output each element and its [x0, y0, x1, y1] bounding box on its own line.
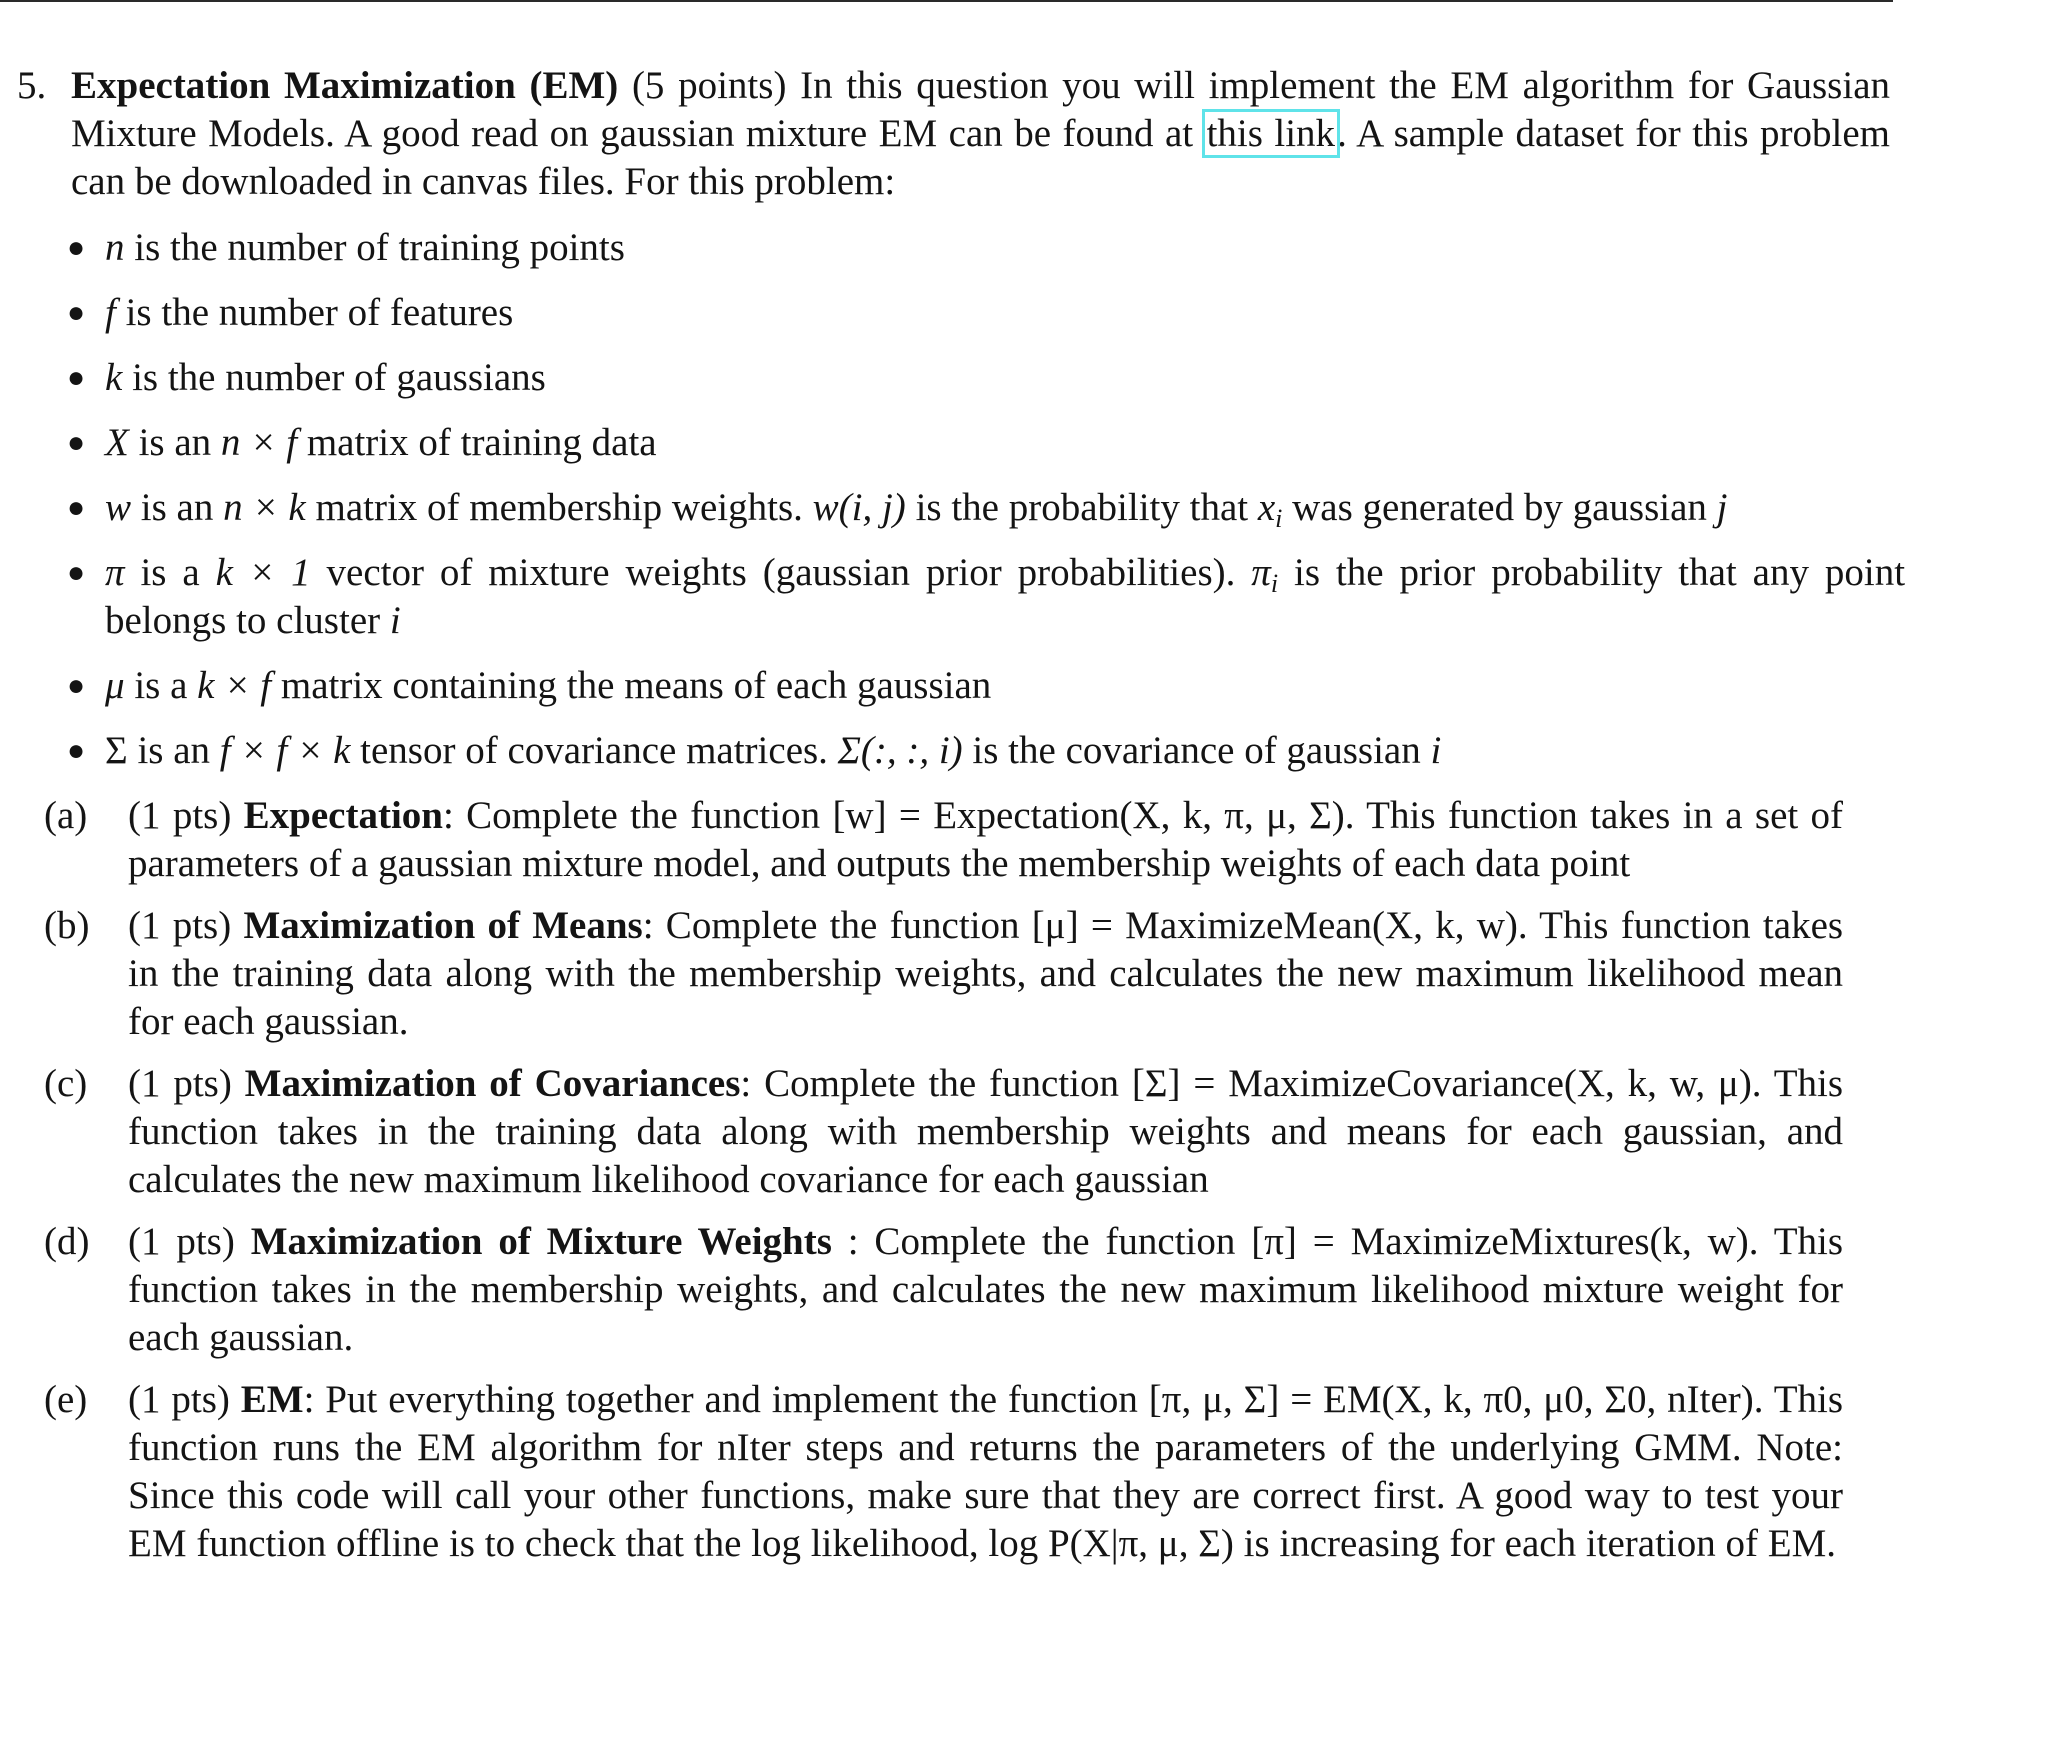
subquestion-text [128, 1060, 1843, 1204]
symbol: π [105, 551, 125, 594]
definition-item-x [17, 419, 1905, 467]
symbol: μ [105, 664, 125, 707]
math-base: x [1257, 486, 1276, 529]
subquestion-description: This function takes in the membership weights, and calculates the new maximum likelihood mixture weight for each gaussian. [128, 1220, 1844, 1359]
question-body [71, 62, 1890, 206]
subquestion-lead: : Complete the function [443, 794, 821, 837]
subquestion-label: (d) [44, 1220, 90, 1263]
definition-item-f [17, 289, 1905, 337]
symbol: n [105, 226, 125, 269]
function-signature: [Σ] = MaximizeCovariance(X, k, w, μ). [1131, 1062, 1762, 1105]
subquestion-text [128, 902, 1843, 1046]
definition-item-w [17, 484, 1905, 532]
subquestion-list [17, 792, 1897, 1568]
definition-list [17, 224, 1906, 775]
definition-text: is the number of features [125, 291, 514, 334]
subquestion-label: (b) [44, 904, 90, 947]
definition-text: is the number of training points [134, 226, 625, 269]
question-points: (5 points) [631, 64, 787, 107]
subquestion-points: (1 pts) [128, 1062, 232, 1105]
function-signature: [w] = Expectation(X, k, π, μ, Σ). [832, 794, 1355, 837]
top-rule [0, 0, 1893, 2]
definition-text: matrix containing the means of each gaussian [280, 664, 992, 707]
definition-item-mu [17, 662, 1905, 710]
subquestion-label: (c) [44, 1062, 88, 1105]
definition-item-pi [17, 549, 1905, 645]
bullet-icon: ● [67, 231, 86, 264]
function-signature: [μ] = MaximizeMean(X, k, w). [1031, 904, 1528, 947]
subquestion-label: (e) [44, 1378, 88, 1421]
definition-item-sigma [17, 727, 1905, 775]
intro-text-2: . A sample dataset for this problem can be downloaded in canvas files. For this problem: [71, 112, 1890, 203]
definition-text: was generated by gaussian [1292, 486, 1707, 529]
question-intro [71, 62, 1890, 206]
math-expression: k × f [197, 664, 272, 707]
symbol: k [105, 356, 123, 399]
symbol: f [105, 291, 116, 334]
subquestion-name: Expectation [243, 794, 443, 837]
subquestion-text [128, 792, 1843, 888]
definition-text: is an [137, 729, 211, 772]
function-signature: [π] = MaximizeMixtures(k, w). [1251, 1220, 1759, 1263]
subquestion-description: This function takes in a set of parameters of a gaussian mixture model, and outputs the membership weights of each data point [128, 794, 1844, 885]
bullet-icon: ● [67, 556, 86, 589]
math-expression: n × k [223, 486, 306, 529]
definition-text: is the prior probability that any point belongs to cluster [105, 551, 1906, 642]
definition-text: is the number of gaussians [132, 356, 546, 399]
bullet-icon: ● [67, 426, 86, 459]
math-expression: i [389, 599, 401, 642]
subquestion-lead: : Complete the function [642, 904, 1020, 947]
subquestion-e [17, 1376, 1897, 1568]
subquestion-name: Maximization of Covariances [244, 1062, 741, 1105]
math-expression: f × f × k [219, 729, 351, 772]
subquestion-d [17, 1218, 1897, 1362]
definition-text: is an [138, 421, 212, 464]
reference-link[interactable]: this link [1206, 112, 1336, 155]
subquestion-lead: : Complete the function [740, 1062, 1120, 1105]
definition-text: is the probability that [915, 486, 1249, 529]
subquestion-a [17, 792, 1897, 888]
subquestion-name: EM [240, 1378, 304, 1421]
subquestion-name: Maximization of Mixture Weights [250, 1220, 832, 1263]
math-expression: n × f [220, 421, 298, 464]
math-subscript: i [1275, 504, 1283, 533]
definition-text: is a [134, 664, 188, 707]
math-expression: k × 1 [215, 551, 311, 594]
symbol: Σ [105, 729, 128, 772]
bullet-icon: ● [67, 734, 86, 767]
subquestion-points: (1 pts) [128, 904, 232, 947]
subquestion-b [17, 902, 1897, 1046]
question-title: Expectation Maximization (EM) [71, 64, 619, 107]
bullet-icon: ● [67, 491, 86, 524]
subquestion-points: (1 pts) [128, 794, 232, 837]
symbol: X [105, 421, 129, 464]
definition-item-n [17, 224, 1905, 272]
math-base: π [1251, 551, 1271, 594]
math-expression [1251, 551, 1279, 598]
homework-page [17, 62, 1906, 1582]
math-expression: w(i, j) [812, 486, 906, 529]
definition-text: is an [140, 486, 214, 529]
subquestion-points: (1 pts) [128, 1378, 230, 1421]
bullet-icon: ● [67, 361, 86, 394]
symbol: w [105, 486, 132, 529]
subquestion-description: This function takes in the training data along with the membership weights, and calculates the new maximum likelihood mean for each gaussian. [128, 904, 1844, 1043]
subquestion-description: This function takes in the training data along with membership weights and means for each gaussian, and calculates the new maximum likelihood covariance for each gaussian [128, 1062, 1844, 1201]
intro-text-1: In this question you will implement the EM algorithm for Gaussian Mixture Models. A good read on gaussian mixture EM can be found at [71, 64, 1891, 155]
subquestion-name: Maximization of Means [243, 904, 643, 947]
question-5 [17, 62, 1897, 206]
subquestion-lead: : Put everything together and implement the function [303, 1378, 1138, 1421]
subquestion-points: (1 pts) [128, 1220, 235, 1263]
definition-text: matrix of training data [306, 421, 657, 464]
bullet-icon: ● [67, 669, 86, 702]
math-subscript: i [1270, 569, 1279, 598]
subquestion-label: (a) [44, 794, 88, 837]
math-expression: j [1716, 486, 1728, 529]
subquestion-lead: : Complete the function [831, 1220, 1236, 1263]
math-expression: i [1430, 729, 1442, 772]
math-expression [1257, 486, 1283, 533]
definition-text: is a [140, 551, 200, 594]
subquestion-c [17, 1060, 1897, 1204]
definition-text: vector of mixture weights (gaussian prior probabilities). [326, 551, 1236, 594]
definition-text: tensor of covariance matrices. [360, 729, 828, 772]
subquestion-text [128, 1376, 1843, 1568]
question-number: 5. [17, 64, 47, 107]
bullet-icon: ● [67, 296, 86, 329]
definition-item-k [17, 354, 1905, 402]
function-signature: [π, μ, Σ] = EM(X, k, π0, μ0, Σ0, nIter). [1148, 1378, 1764, 1421]
math-expression: Σ(:, :, i) [837, 729, 963, 772]
definition-text: matrix of membership weights. [315, 486, 803, 529]
definition-text: is the covariance of gaussian [972, 729, 1421, 772]
subquestion-description: This function runs the EM algorithm for nIter steps and returns the parameters of the underlying GMM. Note: Since this code will call your other functions, make sure that they are correct first. A good way to test your EM function offline is to check that the log likelihood, log P(X|π, μ, Σ) is increasing for each iteration of EM. [128, 1378, 1844, 1565]
subquestion-text [128, 1218, 1843, 1362]
